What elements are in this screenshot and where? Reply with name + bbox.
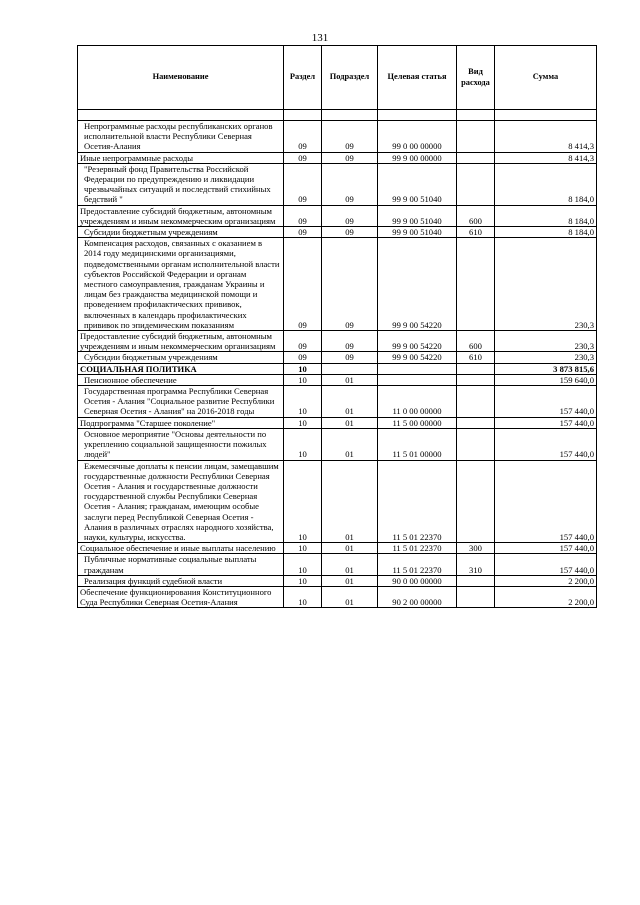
cell-target: 11 5 01 22370 (378, 543, 457, 554)
cell-section: 10 (284, 575, 322, 586)
cell-name: Публичные нормативные социальные выплаты гражданам (78, 554, 284, 575)
cell-amount: 8 184,0 (495, 227, 597, 238)
cell-expense-type (457, 575, 495, 586)
cell-target: 90 2 00 00000 (378, 586, 457, 607)
cell-name: Реализация функций судебной власти (78, 575, 284, 586)
cell-name: Предоставление субсидий бюджетным, автономным учреждениям и иным некоммерческим организациям (78, 205, 284, 226)
cell-subsection: 09 (322, 352, 378, 363)
cell-section: 09 (284, 163, 322, 205)
cell-section: 09 (284, 352, 322, 363)
cell-expense-type: 310 (457, 554, 495, 575)
cell-subsection: 09 (322, 227, 378, 238)
cell-subsection: 01 (322, 543, 378, 554)
cell-amount: 230,3 (495, 331, 597, 352)
cell-section: 10 (284, 363, 322, 374)
cell-name: Иные непрограммные расходы (78, 152, 284, 163)
cell-subsection: 01 (322, 460, 378, 543)
cell-section: 09 (284, 152, 322, 163)
cell-target: 11 5 00 00000 (378, 417, 457, 428)
cell-target: 99 9 00 51040 (378, 227, 457, 238)
cell-amount: 8 184,0 (495, 163, 597, 205)
cell-expense-type (457, 363, 495, 374)
header-section: Раздел (284, 46, 322, 110)
cell-target (378, 363, 457, 374)
cell-name: Компенсация расходов, связанных с оказанием в 2014 году медицинскими организациями, подведомственными органам исполнительной власти субъектов Российской Федерации и органам местного самоуправления, гражданам Украины и лицам без гражданства медицинской помощи и проведением профилактических прививок, включенных в календарь профилактических прививок по эпидемическим показаниям (78, 238, 284, 331)
table-row (78, 428, 597, 460)
cell-expense-type (457, 163, 495, 205)
table-row (78, 227, 597, 238)
cell-amount: 3 873 815,6 (495, 363, 597, 374)
cell-name: Основное мероприятие "Основы деятельности по укреплению социальной защищенности пожилых людей" (78, 428, 284, 460)
cell-amount: 8 184,0 (495, 205, 597, 226)
cell-expense-type: 300 (457, 543, 495, 554)
cell-name: СОЦИАЛЬНАЯ ПОЛИТИКА (78, 363, 284, 374)
cell-target (378, 374, 457, 385)
cell-target: 99 9 00 54220 (378, 238, 457, 331)
cell-amount: 157 440,0 (495, 386, 597, 418)
table-row (78, 352, 597, 363)
cell-name: Ежемесячные доплаты к пенсии лицам, замещавшим государственные должности Республики Северная Осетия - Алания и государственные должности государственной службы Республики Северная Осетия - Алания; гражданам, имеющим особые заслуги перед Республикой Северная Осетия - Алания в различных отраслях народного хозяйства, науки, культуры, искусства. (78, 460, 284, 543)
cell-subsection: 01 (322, 554, 378, 575)
cell-amount: 157 440,0 (495, 543, 597, 554)
table-row (78, 363, 597, 374)
table-row (78, 575, 597, 586)
cell-section: 10 (284, 386, 322, 418)
cell-expense-type (457, 374, 495, 385)
table-row (78, 554, 597, 575)
table-row (78, 543, 597, 554)
cell-target: 99 0 00 00000 (378, 121, 457, 153)
cell-expense-type (457, 586, 495, 607)
page-number: 131 (311, 32, 329, 44)
cell-expense-type (457, 460, 495, 543)
table-row (78, 163, 597, 205)
cell-expense-type: 610 (457, 352, 495, 363)
table-row (78, 121, 597, 153)
cell-section: 10 (284, 428, 322, 460)
cell-amount: 230,3 (495, 352, 597, 363)
cell-target: 99 9 00 54220 (378, 331, 457, 352)
cell-expense-type (457, 386, 495, 418)
cell-name: Пенсионное обеспечение (78, 374, 284, 385)
cell-amount: 157 440,0 (495, 417, 597, 428)
table-row (78, 586, 597, 607)
cell-target: 90 0 00 00000 (378, 575, 457, 586)
cell-name: Подпрограмма "Старшее поколение" (78, 417, 284, 428)
table-row (78, 205, 597, 226)
cell-name: "Резервный фонд Правительства Российской Федерации по предупреждению и ликвидации чрезвычайных ситуаций и последствий стихийных бедствий " (78, 163, 284, 205)
cell-name: Обеспечение функционирования Конституционного Суда Республики Северная Осетия-Алания (78, 586, 284, 607)
table-row (78, 238, 597, 331)
table-row (78, 152, 597, 163)
cell-section: 10 (284, 374, 322, 385)
cell-amount: 230,3 (495, 238, 597, 331)
cell-amount: 8 414,3 (495, 121, 597, 153)
cell-section: 10 (284, 417, 322, 428)
cell-target: 11 5 01 22370 (378, 554, 457, 575)
cell-subsection: 09 (322, 238, 378, 331)
cell-expense-type (457, 121, 495, 153)
cell-section: 10 (284, 554, 322, 575)
spacer-cell (495, 110, 597, 121)
cell-amount: 157 440,0 (495, 460, 597, 543)
spacer-cell (378, 110, 457, 121)
cell-subsection: 01 (322, 417, 378, 428)
table-body (78, 121, 597, 608)
spacer-cell (284, 110, 322, 121)
cell-target: 11 0 00 00000 (378, 386, 457, 418)
spacer-cell (457, 110, 495, 121)
cell-name: Субсидии бюджетным учреждениям (78, 227, 284, 238)
table-header-row (78, 46, 597, 110)
cell-target: 11 5 01 00000 (378, 428, 457, 460)
cell-section: 09 (284, 331, 322, 352)
cell-name: Непрограммные расходы республиканских органов исполнительной власти Республики Северная Осетия-Алания (78, 121, 284, 153)
cell-subsection: 09 (322, 152, 378, 163)
cell-amount: 2 200,0 (495, 586, 597, 607)
cell-target: 99 9 00 00000 (378, 152, 457, 163)
cell-expense-type: 600 (457, 205, 495, 226)
header-expense-type: Вид расхода (457, 46, 495, 110)
cell-section: 10 (284, 586, 322, 607)
table-row (78, 460, 597, 543)
cell-name: Государственная программа Республики Северная Осетия - Алания "Социальное развитие Республики Северная Осетия - Алания" на 2016-2018 годы (78, 386, 284, 418)
header-amount: Сумма (495, 46, 597, 110)
budget-table (77, 45, 597, 608)
header-name: Наименование (78, 46, 284, 110)
cell-subsection: 09 (322, 163, 378, 205)
cell-expense-type (457, 152, 495, 163)
cell-subsection: 01 (322, 374, 378, 385)
cell-amount: 159 640,0 (495, 374, 597, 385)
cell-section: 09 (284, 227, 322, 238)
table-row (78, 374, 597, 385)
cell-expense-type (457, 238, 495, 331)
cell-amount: 2 200,0 (495, 575, 597, 586)
cell-expense-type (457, 428, 495, 460)
cell-subsection: 01 (322, 575, 378, 586)
cell-section: 09 (284, 121, 322, 153)
cell-section: 09 (284, 205, 322, 226)
cell-subsection: 09 (322, 331, 378, 352)
cell-target: 99 9 00 54220 (378, 352, 457, 363)
cell-subsection: 09 (322, 205, 378, 226)
cell-amount: 8 414,3 (495, 152, 597, 163)
header-spacer-row (78, 110, 597, 121)
cell-expense-type (457, 417, 495, 428)
cell-target: 11 5 01 22370 (378, 460, 457, 543)
cell-target: 99 9 00 51040 (378, 163, 457, 205)
header-subsection: Подраздел (322, 46, 378, 110)
cell-target: 99 9 00 51040 (378, 205, 457, 226)
cell-amount: 157 440,0 (495, 428, 597, 460)
cell-subsection: 01 (322, 386, 378, 418)
cell-subsection: 01 (322, 586, 378, 607)
cell-subsection (322, 363, 378, 374)
cell-expense-type: 600 (457, 331, 495, 352)
table-row (78, 386, 597, 418)
cell-section: 09 (284, 238, 322, 331)
cell-expense-type: 610 (457, 227, 495, 238)
cell-amount: 157 440,0 (495, 554, 597, 575)
cell-name: Субсидии бюджетным учреждениям (78, 352, 284, 363)
table-row (78, 417, 597, 428)
table-row (78, 331, 597, 352)
cell-section: 10 (284, 460, 322, 543)
cell-name: Социальное обеспечение и иные выплаты населению (78, 543, 284, 554)
cell-subsection: 09 (322, 121, 378, 153)
spacer-cell (322, 110, 378, 121)
cell-name: Предоставление субсидий бюджетным, автономным учреждениям и иным некоммерческим организациям (78, 331, 284, 352)
spacer-cell (78, 110, 284, 121)
cell-subsection: 01 (322, 428, 378, 460)
cell-section: 10 (284, 543, 322, 554)
header-target: Целевая статья (378, 46, 457, 110)
